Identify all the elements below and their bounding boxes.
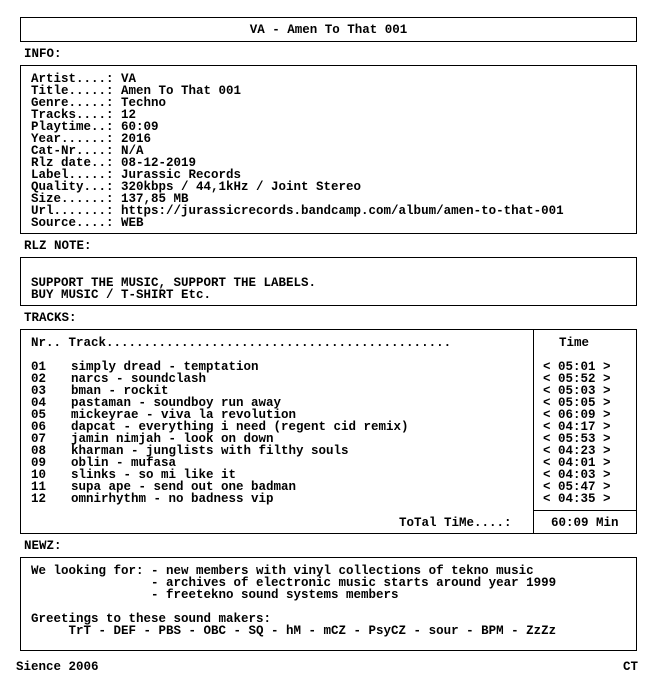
track-time: < 04:35 > bbox=[543, 492, 611, 506]
newz-line: We looking for: - new members with vinyl collections of tekno music bbox=[31, 564, 534, 578]
info-line: Source....: WEB bbox=[31, 216, 144, 230]
track-name: bman - rockit bbox=[71, 384, 169, 398]
tracks-box bbox=[20, 329, 637, 534]
tracks-header: Nr.. Track.............................................. bbox=[31, 336, 452, 350]
track-time: < 04:01 > bbox=[543, 456, 611, 470]
track-time: < 04:23 > bbox=[543, 444, 611, 458]
track-time: < 05:01 > bbox=[543, 360, 611, 374]
note-heading: RLZ NOTE: bbox=[24, 239, 92, 253]
track-nr: 08 bbox=[31, 444, 47, 458]
total-divider bbox=[533, 510, 636, 511]
footer-signature: CT bbox=[622, 660, 638, 674]
track-name: kharman - junglists with filthy souls bbox=[71, 444, 349, 458]
newz-line: TrT - DEF - PBS - OBC - SQ - hM - mCZ - PsyCZ - sour - BPM - ZzZz bbox=[31, 624, 557, 638]
newz-line: Greetings to these sound makers: bbox=[31, 612, 272, 626]
info-line: Genre.....: Techno bbox=[31, 96, 167, 110]
column-divider bbox=[533, 330, 534, 533]
track-name: omnirhythm - no badness vip bbox=[71, 492, 274, 506]
track-nr: 01 bbox=[31, 360, 47, 374]
track-nr: 02 bbox=[31, 372, 47, 386]
info-line: Title.....: Amen To That 001 bbox=[31, 84, 242, 98]
tracks-heading: TRACKS: bbox=[24, 311, 77, 325]
track-nr: 10 bbox=[31, 468, 47, 482]
track-time: < 05:53 > bbox=[543, 432, 611, 446]
info-line: Artist....: VA bbox=[31, 72, 137, 86]
info-line: Playtime..: 60:09 bbox=[31, 120, 159, 134]
track-time: < 05:03 > bbox=[543, 384, 611, 398]
info-line: Quality...: 320kbps / 44,1kHz / Joint Stereo bbox=[31, 180, 362, 194]
track-time: < 05:47 > bbox=[543, 480, 611, 494]
track-name: mickeyrae - viva la revolution bbox=[71, 408, 297, 422]
newz-line: - freetekno sound systems members bbox=[31, 588, 399, 602]
track-name: slinks - so mi like it bbox=[71, 468, 237, 482]
info-line: Rlz date..: 08-12-2019 bbox=[31, 156, 197, 170]
info-line-url: Url.......: https://jurassicrecords.bandcamp.com/album/amen-to-that-001 bbox=[31, 204, 564, 218]
page-title: VA - Amen To That 001 bbox=[249, 23, 408, 37]
track-nr: 06 bbox=[31, 420, 47, 434]
title-box bbox=[20, 17, 637, 42]
footer-since: Sience 2006 bbox=[16, 660, 99, 674]
track-name: jamin nimjah - look on down bbox=[71, 432, 274, 446]
time-header: Time bbox=[559, 336, 590, 350]
track-name: supa ape - send out one badman bbox=[71, 480, 297, 494]
track-nr: 11 bbox=[31, 480, 47, 494]
note-line: SUPPORT THE MUSIC, SUPPORT THE LABELS. bbox=[31, 276, 317, 290]
info-line: Tracks....: 12 bbox=[31, 108, 137, 122]
track-name: dapcat - everything i need (regent cid remix) bbox=[71, 420, 409, 434]
track-nr: 04 bbox=[31, 396, 47, 410]
track-name: simply dread - temptation bbox=[71, 360, 259, 374]
track-nr: 12 bbox=[31, 492, 47, 506]
track-name: oblin - mufasa bbox=[71, 456, 177, 470]
track-time: < 04:03 > bbox=[543, 468, 611, 482]
info-line: Year......: 2016 bbox=[31, 132, 152, 146]
track-time: < 05:05 > bbox=[543, 396, 611, 410]
info-box bbox=[20, 65, 637, 234]
track-name: narcs - soundclash bbox=[71, 372, 207, 386]
info-line: Label.....: Jurassic Records bbox=[31, 168, 242, 182]
track-nr: 07 bbox=[31, 432, 47, 446]
track-name: pastaman - soundboy run away bbox=[71, 396, 282, 410]
newz-line: - archives of electronic music starts around year 1999 bbox=[31, 576, 557, 590]
track-nr: 05 bbox=[31, 408, 47, 422]
newz-heading: NEWZ: bbox=[24, 539, 62, 553]
info-line: Cat-Nr....: N/A bbox=[31, 144, 144, 158]
total-time-label: ToTal TiMe....: bbox=[399, 516, 512, 530]
newz-box bbox=[20, 557, 637, 651]
note-line: BUY MUSIC / T-SHIRT Etc. bbox=[31, 288, 212, 302]
track-time: < 04:17 > bbox=[543, 420, 611, 434]
note-box bbox=[20, 257, 637, 306]
track-time: < 05:52 > bbox=[543, 372, 611, 386]
track-nr: 09 bbox=[31, 456, 47, 470]
track-nr: 03 bbox=[31, 384, 47, 398]
info-line: Size......: 137,85 MB bbox=[31, 192, 189, 206]
info-heading: INFO: bbox=[24, 47, 62, 61]
track-time: < 06:09 > bbox=[543, 408, 611, 422]
total-time-value: 60:09 Min bbox=[551, 516, 619, 530]
